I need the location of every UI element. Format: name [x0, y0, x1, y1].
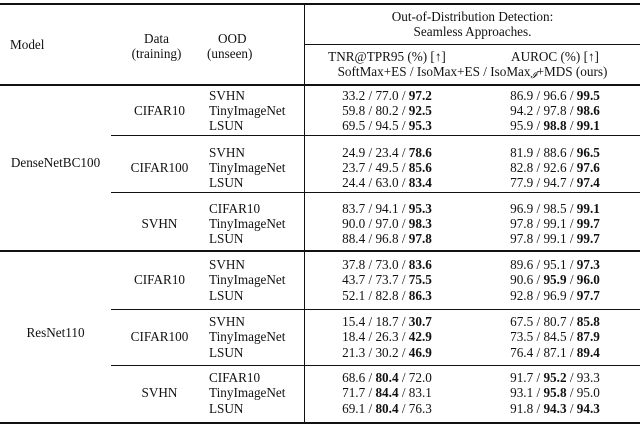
auroc-cell: 81.9 / 88.6 / 96.5 [510, 145, 600, 160]
tnr-cell-value: 21.3 [342, 345, 366, 360]
tnr-cell: 24.9 / 23.4 / 78.6 [342, 145, 432, 160]
tnr-cell-value: 83.1 [408, 385, 432, 400]
tnr-cell-value: 84.4 [375, 385, 399, 400]
dense-cifar10-rule [111, 135, 640, 136]
tnr-cell-value: 23.7 [342, 160, 366, 175]
tnr-cell-value: 15.4 [342, 314, 366, 329]
tnr-cell-value: 73.7 [375, 272, 399, 287]
tnr-cell: 69.1 / 80.4 / 76.3 [342, 401, 432, 416]
tnr-cell: 37.8 / 73.0 / 83.6 [342, 257, 432, 272]
tnr-cell-value: 80.4 [375, 370, 399, 385]
auroc-cell: 90.6 / 95.9 / 96.0 [510, 272, 600, 287]
auroc-cell: 91.7 / 95.2 / 93.3 [510, 370, 600, 385]
methods-suffix: +MDS (ours) [536, 64, 608, 79]
tnr-cell: 90.0 / 97.0 / 98.3 [342, 216, 432, 231]
tnr-cell: 43.7 / 73.7 / 75.5 [342, 272, 432, 287]
tnr-cell-value: 71.7 [342, 385, 366, 400]
auroc-cell-value: 89.6 [510, 257, 534, 272]
training-data-label: CIFAR100 [130, 329, 189, 344]
tnr-cell-value: 95.3 [408, 201, 432, 216]
training-data-label: CIFAR10 [133, 272, 186, 287]
auroc-cell-value: 95.2 [543, 370, 567, 385]
auroc-cell-value: 95.0 [576, 385, 600, 400]
auroc-cell-value: 94.7 [543, 175, 567, 190]
tnr-cell: 33.2 / 77.0 / 97.2 [342, 88, 432, 103]
auroc-cell-value: 97.7 [576, 288, 600, 303]
ood-label: SVHN [209, 88, 245, 103]
auroc-cell-value: 91.8 [510, 401, 534, 416]
methods-prefix: SoftMax+ES / IsoMax+ES / IsoMax [337, 64, 531, 79]
ood-label: TinyImageNet [209, 103, 286, 118]
training-data-label: SVHN [141, 385, 178, 400]
auroc-cell-value: 77.9 [510, 175, 534, 190]
training-data-label: SVHN [141, 216, 178, 231]
tnr-cell-value: 94.1 [375, 201, 399, 216]
model-label: ResNet110 [26, 325, 85, 340]
auroc-cell-value: 99.1 [543, 231, 567, 246]
auroc-cell-value: 95.8 [543, 385, 567, 400]
bottom-rule [0, 422, 640, 424]
auroc-cell-value: 99.1 [576, 201, 600, 216]
tnr-cell-value: 49.5 [375, 160, 399, 175]
tnr-cell-value: 37.8 [342, 257, 366, 272]
header-model: Model [10, 37, 45, 52]
auroc-cell: 92.8 / 96.9 / 97.7 [510, 288, 600, 303]
ood-label: TinyImageNet [209, 216, 286, 231]
tnr-cell-value: 73.0 [375, 257, 399, 272]
auroc-cell-value: 93.3 [576, 370, 600, 385]
tnr-cell-value: 30.7 [408, 314, 432, 329]
auroc-cell-value: 81.9 [510, 145, 534, 160]
auroc-cell-value: 73.5 [510, 329, 534, 344]
tnr-cell-value: 69.5 [342, 118, 366, 133]
tnr-cell-value: 97.0 [375, 216, 399, 231]
auroc-cell-value: 95.9 [510, 118, 534, 133]
header-metric-auroc: AUROC (%) [↑] [511, 49, 599, 64]
tnr-cell-value: 88.4 [342, 231, 366, 246]
auroc-cell: 89.6 / 95.1 / 97.3 [510, 257, 600, 272]
auroc-cell: 86.9 / 96.6 / 99.5 [510, 88, 600, 103]
header-rule [0, 84, 640, 86]
ood-label: TinyImageNet [209, 272, 286, 287]
tnr-cell-value: 94.5 [375, 118, 399, 133]
auroc-cell-value: 94.3 [543, 401, 567, 416]
auroc-cell-value: 99.1 [576, 118, 600, 133]
tnr-cell-value: 24.9 [342, 145, 366, 160]
tnr-cell-value: 24.4 [342, 175, 366, 190]
auroc-cell-value: 80.7 [543, 314, 567, 329]
tnr-cell-value: 82.8 [375, 288, 399, 303]
tnr-cell-value: 83.4 [408, 175, 432, 190]
model-label: DenseNetBC100 [10, 155, 101, 170]
auroc-cell-value: 98.8 [543, 118, 567, 133]
tnr-cell-value: 18.7 [375, 314, 399, 329]
top-rule [0, 3, 640, 5]
tnr-cell-value: 97.8 [408, 231, 432, 246]
auroc-cell-value: 85.8 [576, 314, 600, 329]
auroc-cell: 97.8 / 99.1 / 99.7 [510, 231, 600, 246]
ood-label: LSUN [209, 175, 244, 190]
auroc-cell-value: 97.8 [510, 231, 534, 246]
header-data-line1: Data [144, 31, 169, 46]
tnr-cell-value: 95.3 [408, 118, 432, 133]
tnr-cell: 69.5 / 94.5 / 95.3 [342, 118, 432, 133]
tnr-cell-value: 23.4 [375, 145, 399, 160]
auroc-cell-value: 96.9 [510, 201, 534, 216]
tnr-cell: 88.4 / 96.8 / 97.8 [342, 231, 432, 246]
auroc-cell-value: 94.2 [510, 103, 534, 118]
tnr-cell-value: 59.8 [342, 103, 366, 118]
tnr-cell-value: 78.6 [408, 145, 432, 160]
tnr-cell-value: 75.5 [408, 272, 432, 287]
tnr-cell-value: 72.0 [408, 370, 432, 385]
auroc-cell-value: 99.7 [576, 216, 600, 231]
auroc-cell: 67.5 / 80.7 / 85.8 [510, 314, 600, 329]
auroc-cell-value: 86.9 [510, 88, 534, 103]
auroc-cell-value: 93.1 [510, 385, 534, 400]
tnr-cell-value: 77.0 [375, 88, 399, 103]
auroc-cell-value: 95.1 [543, 257, 567, 272]
header-methods [305, 64, 640, 83]
tnr-cell-value: 46.9 [408, 345, 432, 360]
tnr-cell-value: 80.4 [375, 401, 399, 416]
auroc-cell-value: 99.1 [543, 216, 567, 231]
ood-label: LSUN [209, 345, 244, 360]
tnr-cell-value: 68.6 [342, 370, 366, 385]
tnr-cell: 59.8 / 80.2 / 92.5 [342, 103, 432, 118]
tnr-cell-value: 92.5 [408, 103, 432, 118]
tnr-cell-value: 83.6 [408, 257, 432, 272]
ood-label: LSUN [209, 401, 244, 416]
auroc-cell-value: 92.6 [543, 160, 567, 175]
training-data-label: CIFAR10 [133, 103, 186, 118]
tnr-cell-value: 52.1 [342, 288, 366, 303]
tnr-cell-value: 90.0 [342, 216, 366, 231]
auroc-cell-value: 89.4 [576, 345, 600, 360]
auroc-cell-value: 97.4 [576, 175, 600, 190]
tnr-cell-value: 97.2 [408, 88, 432, 103]
tnr-cell-value: 83.7 [342, 201, 366, 216]
auroc-cell-value: 87.9 [576, 329, 600, 344]
auroc-cell-value: 96.9 [543, 288, 567, 303]
auroc-cell: 82.8 / 92.6 / 97.6 [510, 160, 600, 175]
auroc-cell-value: 96.0 [576, 272, 600, 287]
auroc-cell: 77.9 / 94.7 / 97.4 [510, 175, 600, 190]
auroc-cell: 95.9 / 98.8 / 99.1 [510, 118, 600, 133]
tnr-cell-value: 30.2 [375, 345, 399, 360]
auroc-cell-value: 96.5 [576, 145, 600, 160]
tnr-cell-value: 98.3 [408, 216, 432, 231]
header-ood-line2: (unseen) [207, 46, 253, 61]
auroc-cell-value: 99.5 [576, 88, 600, 103]
auroc-cell-value: 92.8 [510, 288, 534, 303]
auroc-cell-value: 76.4 [510, 345, 534, 360]
header-group-line2: Seamless Approaches. [413, 24, 532, 39]
ood-label: LSUN [209, 288, 244, 303]
training-data-label: CIFAR100 [130, 160, 189, 175]
auroc-cell-value: 97.8 [543, 103, 567, 118]
tnr-cell-value: 96.8 [375, 231, 399, 246]
dense-cifar100-rule [111, 192, 640, 193]
auroc-cell-value: 67.5 [510, 314, 534, 329]
header-data-line2: (training) [131, 46, 182, 61]
auroc-cell: 97.8 / 99.1 / 99.7 [510, 216, 600, 231]
tnr-cell: 52.1 / 82.8 / 86.3 [342, 288, 432, 303]
auroc-cell-value: 96.6 [543, 88, 567, 103]
auroc-cell-value: 84.5 [543, 329, 567, 344]
auroc-cell-value: 98.6 [576, 103, 600, 118]
auroc-cell-value: 87.1 [543, 345, 567, 360]
model-rule [0, 250, 640, 252]
tnr-cell: 15.4 / 18.7 / 30.7 [342, 314, 432, 329]
ood-label: TinyImageNet [209, 160, 286, 175]
header-group-line1: Out-of-Distribution Detection: [391, 9, 554, 24]
auroc-cell: 73.5 / 84.5 / 87.9 [510, 329, 600, 344]
tnr-cell-value: 63.0 [375, 175, 399, 190]
auroc-cell-value: 97.8 [510, 216, 534, 231]
ood-label: CIFAR10 [209, 370, 261, 385]
tnr-cell: 83.7 / 94.1 / 95.3 [342, 201, 432, 216]
ood-label: TinyImageNet [209, 329, 286, 344]
auroc-cell: 76.4 / 87.1 / 89.4 [510, 345, 600, 360]
auroc-cell-value: 82.8 [510, 160, 534, 175]
tnr-cell-value: 43.7 [342, 272, 366, 287]
tnr-cell-value: 86.3 [408, 288, 432, 303]
auroc-cell-value: 90.6 [510, 272, 534, 287]
tnr-cell: 21.3 / 30.2 / 46.9 [342, 345, 432, 360]
tnr-cell: 71.7 / 84.4 / 83.1 [342, 385, 432, 400]
auroc-cell-value: 91.7 [510, 370, 534, 385]
auroc-cell-value: 98.5 [543, 201, 567, 216]
auroc-cell: 96.9 / 98.5 / 99.1 [510, 201, 600, 216]
ood-label: SVHN [209, 257, 245, 272]
auroc-cell-value: 99.7 [576, 231, 600, 246]
tnr-cell-value: 18.4 [342, 329, 366, 344]
tnr-cell-value: 26.3 [375, 329, 399, 344]
resnet-cifar10-rule [111, 309, 640, 310]
tnr-cell-value: 80.2 [375, 103, 399, 118]
tnr-cell: 18.4 / 26.3 / 42.9 [342, 329, 432, 344]
group-rule [305, 44, 640, 45]
tnr-cell: 68.6 / 80.4 / 72.0 [342, 370, 432, 385]
auroc-cell: 93.1 / 95.8 / 95.0 [510, 385, 600, 400]
auroc-cell-value: 94.3 [576, 401, 600, 416]
methods-subscript: 𝓘 [530, 70, 537, 80]
tnr-cell-value: 42.9 [408, 329, 432, 344]
tnr-cell: 23.7 / 49.5 / 85.6 [342, 160, 432, 175]
ood-label: TinyImageNet [209, 385, 286, 400]
auroc-cell: 91.8 / 94.3 / 94.3 [510, 401, 600, 416]
auroc-cell-value: 95.9 [543, 272, 567, 287]
tnr-cell-value: 85.6 [408, 160, 432, 175]
resnet-cifar100-rule [111, 365, 640, 366]
ood-label: CIFAR10 [209, 201, 261, 216]
ood-label: LSUN [209, 231, 244, 246]
tnr-cell: 24.4 / 63.0 / 83.4 [342, 175, 432, 190]
auroc-cell-value: 97.6 [576, 160, 600, 175]
auroc-cell-value: 88.6 [543, 145, 567, 160]
ood-label: SVHN [209, 314, 245, 329]
ood-label: LSUN [209, 118, 244, 133]
header-metric-tnr: TNR@TPR95 (%) [↑] [328, 49, 446, 64]
tnr-cell-value: 76.3 [408, 401, 432, 416]
ood-label: SVHN [209, 145, 245, 160]
tnr-cell-value: 33.2 [342, 88, 366, 103]
auroc-cell: 94.2 / 97.8 / 98.6 [510, 103, 600, 118]
auroc-cell-value: 97.3 [576, 257, 600, 272]
tnr-cell-value: 69.1 [342, 401, 366, 416]
header-ood-line1: OOD [218, 31, 247, 46]
